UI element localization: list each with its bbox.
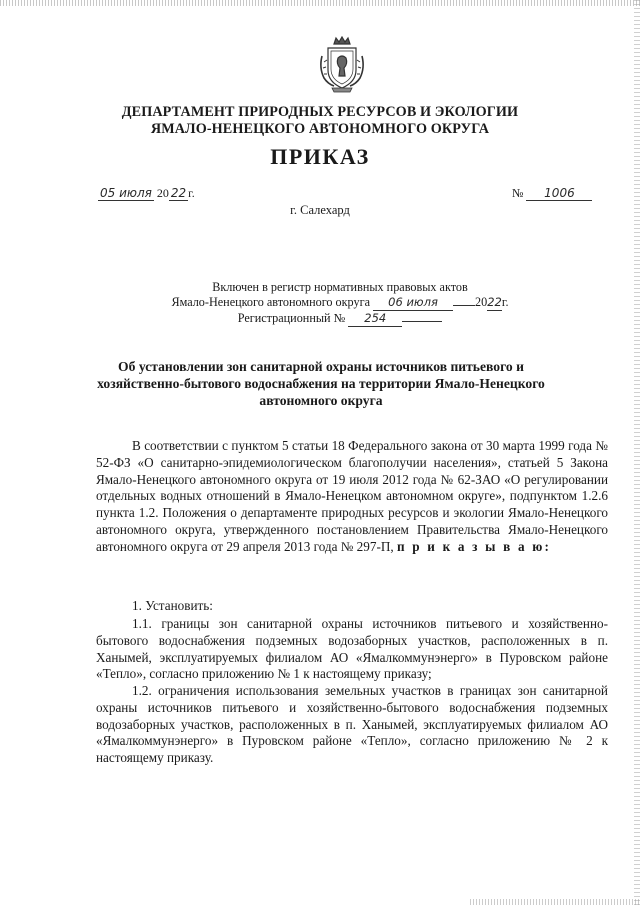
department-line-1: ДЕПАРТАМЕНТ ПРИРОДНЫХ РЕСУРСОВ И ЭКОЛОГИИ xyxy=(121,104,519,120)
city: г. Салехард xyxy=(290,203,350,217)
order-year-prefix: 20 xyxy=(156,186,169,200)
registration-year-suffix: г. xyxy=(501,295,509,309)
registration-year-handwritten: 22 xyxy=(487,295,502,309)
registration-date-handwritten: 06 июля xyxy=(373,295,453,311)
order-subject: Об установлении зон санитарной охраны источников питьевого и хозяйственно-бытового водоснабжения на территории Ямало-Ненецкого автономного округа xyxy=(97,359,545,408)
document-type-title: ПРИКАЗ xyxy=(270,144,370,169)
order-date xyxy=(98,186,195,201)
scan-edge-top xyxy=(0,0,640,6)
item-1-2: 1.2. ограничения использования земельных участков в границах зон санитарной охраны источников питьевого и хозяйственно-бытового водоснабжения подземных водозаборных участков, расположенных в п. Ханымей, эксплуатируемых филиалом АО «Ямалкоммунэнерго» в Пуровском районе «Тепло», согласно приложению № 2 к настоящему приказу. xyxy=(96,683,608,766)
department-line-2: ЯМАЛО-НЕНЕЦКОГО АВТОНОМНОГО ОКРУГА xyxy=(150,121,490,137)
order-year-handwritten: 22 xyxy=(170,186,187,200)
item-1: 1. Установить: xyxy=(132,598,213,613)
command-word: п р и к а з ы в а ю: xyxy=(396,538,552,554)
registration-year-prefix: 20 xyxy=(475,295,488,309)
registration-number-handwritten: 254 xyxy=(348,311,402,327)
order-number-label: № xyxy=(512,186,524,200)
scan-edge-bottom xyxy=(470,899,640,905)
registration-block xyxy=(150,280,530,327)
order-date-handwritten: 05 июля xyxy=(100,186,152,200)
order-year-suffix: г. xyxy=(188,186,195,200)
registration-line-2 xyxy=(150,295,530,311)
order-number-handwritten: 1006 xyxy=(526,186,592,201)
registration-line-3 xyxy=(150,311,530,327)
order-number xyxy=(512,186,592,201)
scan-edge-right xyxy=(634,0,640,905)
item-1-1: 1.1. границы зон санитарной охраны источников питьевого и хозяйственно-бытового водоснабжения подземных водозаборных участков, расположенных в п. Ханымей, эксплуатируемых филиалом АО «Ямалкоммунэнерго» в Пуровском районе «Тепло», согласно приложению № 1 к настоящему приказу; xyxy=(96,616,608,682)
coat-of-arms-icon xyxy=(318,36,366,94)
registration-date-blank xyxy=(453,305,475,306)
department-name xyxy=(60,104,580,138)
registration-line-1: Включен в регистр нормативных правовых актов xyxy=(212,280,468,294)
registration-number-label: Регистрационный № xyxy=(237,311,346,325)
preamble-paragraph xyxy=(96,438,608,556)
registration-region: Ямало-Ненецкого автономного округа xyxy=(171,295,370,309)
preamble-text: В соответствии с пунктом 5 статьи 18 Федерального закона от 30 марта 1999 года № 52-ФЗ «О санитарно-эпидемиологическом благополучии населения», статьей 5 Закона Ямало-Ненецкого автономного округа от 19 июля 2012 года № 62-ЗАО «О регулировании отдельных водных отношений в Ямало-Ненецком автономном округе», подпунктом 1.2.6 пункта 1.2. Положения о департаменте природных ресурсов и экологии Ямало-Ненецкого автономного округа, утвержденного постановлением Правительства Ямало-Ненецкого автономного округа от 29 апреля 2013 года № 297-П, xyxy=(96,438,608,554)
registration-number-blank xyxy=(402,321,442,322)
